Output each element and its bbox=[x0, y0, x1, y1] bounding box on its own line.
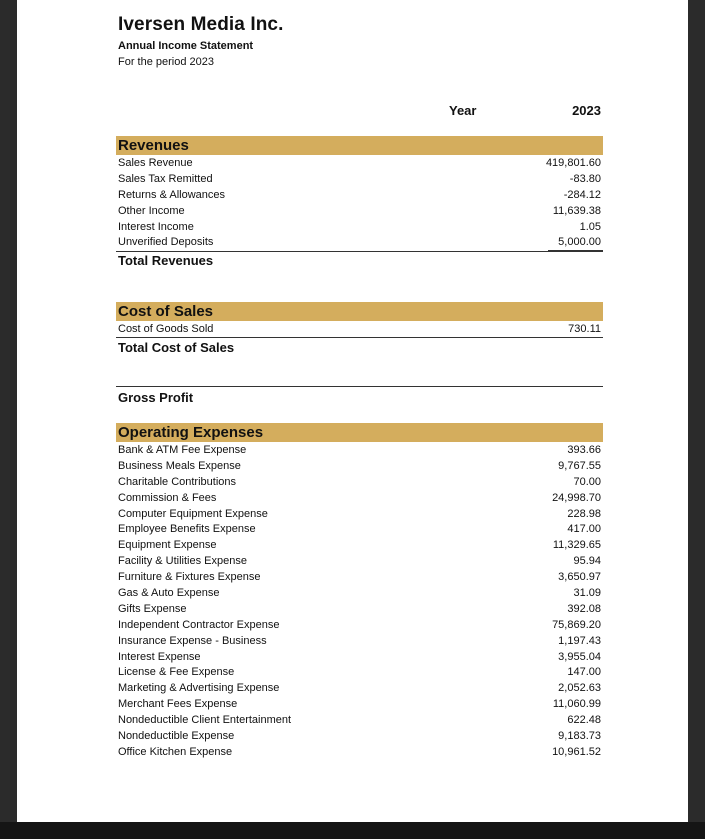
line-item-row bbox=[116, 570, 603, 586]
line-item-value: 1,197.43 bbox=[558, 634, 601, 647]
line-item-row bbox=[116, 586, 603, 602]
line-item-row bbox=[116, 220, 603, 236]
line-item-row bbox=[116, 322, 603, 338]
line-item-label: Office Kitchen Expense bbox=[118, 745, 233, 758]
line-item-value: 417.00 bbox=[567, 523, 601, 536]
line-item-value: 419,801.60 bbox=[545, 157, 601, 169]
line-item-row bbox=[116, 491, 603, 507]
line-item-row bbox=[116, 650, 603, 666]
line-item-value: 5,000.00 bbox=[558, 236, 601, 249]
line-item-label: Nondeductible Client Entertainment bbox=[118, 714, 292, 727]
line-item-row bbox=[116, 602, 603, 618]
line-item-value: 147.00 bbox=[567, 666, 601, 679]
operating-expenses-title: Operating Expenses bbox=[118, 424, 264, 441]
total-revenues-label: Total Revenues bbox=[118, 253, 214, 268]
line-item-value: 393.66 bbox=[567, 444, 601, 456]
line-item-value: 622.48 bbox=[567, 714, 601, 727]
line-item-value: 10,961.52 bbox=[552, 745, 601, 758]
line-item-value: 228.98 bbox=[567, 507, 601, 520]
line-item-row bbox=[116, 634, 603, 650]
statement-page bbox=[17, 0, 688, 822]
line-item-row bbox=[116, 172, 603, 188]
line-item-label: Marketing & Advertising Expense bbox=[118, 682, 280, 695]
line-item-value: 95.94 bbox=[573, 555, 601, 568]
operating-expenses-section-header bbox=[116, 423, 603, 442]
line-item-value: 1.05 bbox=[579, 220, 601, 233]
statement-title: Annual Income Statement bbox=[118, 40, 254, 52]
line-item-row bbox=[116, 522, 603, 538]
line-item-row bbox=[116, 729, 603, 745]
gross-profit-label: Gross Profit bbox=[118, 390, 194, 405]
line-item-row bbox=[116, 188, 603, 204]
line-item-row bbox=[116, 235, 603, 251]
line-item-label: Returns & Allowances bbox=[118, 188, 225, 201]
line-item-label: Independent Contractor Expense bbox=[118, 618, 280, 631]
line-item-label: License & Fee Expense bbox=[118, 666, 235, 679]
line-item-value: 2,052.63 bbox=[558, 682, 601, 695]
line-item-label: Furniture & Fixtures Expense bbox=[118, 571, 261, 584]
line-item-label: Computer Equipment Expense bbox=[118, 507, 268, 520]
line-item-label: Gas & Auto Expense bbox=[118, 587, 220, 600]
line-item-label: Unverified Deposits bbox=[118, 236, 214, 249]
column-header-2023: 2023 bbox=[572, 103, 601, 118]
line-item-label: Commission & Fees bbox=[118, 491, 217, 504]
gross-profit-rule bbox=[116, 386, 603, 387]
line-item-value: 11,639.38 bbox=[552, 204, 601, 217]
revenues-title: Revenues bbox=[118, 137, 189, 154]
line-item-label: Charitable Contributions bbox=[118, 475, 237, 488]
line-item-label: Insurance Expense - Business bbox=[118, 634, 267, 647]
line-item-row bbox=[116, 618, 603, 634]
line-item-label: Employee Benefits Expense bbox=[118, 523, 256, 536]
line-item-row bbox=[116, 697, 603, 713]
line-item-value: 70.00 bbox=[573, 475, 601, 488]
line-item-row bbox=[116, 665, 603, 681]
line-item-value: 9,767.55 bbox=[558, 459, 601, 472]
column-header-year: Year bbox=[449, 103, 477, 118]
line-item-value: -83.80 bbox=[569, 172, 601, 185]
total-cost-of-sales-label: Total Cost of Sales bbox=[118, 340, 235, 355]
line-item-value: 730.11 bbox=[568, 323, 601, 335]
cost-of-sales-total-rule bbox=[116, 337, 603, 338]
statement-period: For the period 2023 bbox=[118, 56, 215, 68]
line-item-label: Equipment Expense bbox=[118, 539, 217, 552]
line-item-label: Bank & ATM Fee Expense bbox=[118, 444, 247, 456]
revenues-rows bbox=[116, 156, 603, 251]
line-item-label: Gifts Expense bbox=[118, 602, 187, 615]
line-item-label: Other Income bbox=[118, 204, 185, 217]
line-item-label: Interest Expense bbox=[118, 650, 201, 663]
line-item-value: 3,955.04 bbox=[558, 650, 601, 663]
cost-of-sales-section-header bbox=[116, 302, 603, 321]
line-item-value: 3,650.97 bbox=[558, 571, 601, 584]
line-item-row bbox=[116, 554, 603, 570]
line-item-label: Nondeductible Expense bbox=[118, 730, 235, 743]
line-item-row bbox=[116, 745, 603, 761]
line-item-value: 24,998.70 bbox=[552, 491, 601, 504]
line-item-label: Merchant Fees Expense bbox=[118, 698, 238, 711]
line-item-label: Facility & Utilities Expense bbox=[118, 555, 247, 568]
cost-of-sales-rows bbox=[116, 322, 603, 338]
line-item-value: 392.08 bbox=[567, 602, 601, 615]
line-item-row bbox=[116, 713, 603, 729]
line-item-row bbox=[116, 507, 603, 523]
line-item-row bbox=[116, 443, 603, 459]
company-name: Iversen Media Inc. bbox=[118, 14, 284, 35]
line-item-label: Business Meals Expense bbox=[118, 459, 241, 472]
line-item-label: Cost of Goods Sold bbox=[118, 323, 214, 335]
line-item-value: 9,183.73 bbox=[558, 730, 601, 743]
line-item-row bbox=[116, 459, 603, 475]
line-item-value: 31.09 bbox=[573, 587, 601, 600]
line-item-value: -284.12 bbox=[563, 188, 601, 201]
line-item-label: Sales Tax Remitted bbox=[118, 172, 213, 185]
cost-of-sales-title: Cost of Sales bbox=[118, 303, 214, 320]
line-item-row bbox=[116, 204, 603, 220]
line-item-row bbox=[116, 681, 603, 697]
line-item-row bbox=[116, 475, 603, 491]
line-item-value: 11,060.99 bbox=[552, 698, 601, 711]
line-item-row bbox=[116, 538, 603, 554]
line-item-label: Sales Revenue bbox=[118, 157, 193, 169]
line-item-value: 11,329.65 bbox=[552, 539, 601, 552]
operating-expenses-rows bbox=[116, 443, 603, 761]
viewer-bottom-bar bbox=[0, 822, 705, 839]
revenues-section-header bbox=[116, 136, 603, 155]
line-item-label: Interest Income bbox=[118, 220, 194, 233]
line-item-row bbox=[116, 156, 603, 172]
line-item-value: 75,869.20 bbox=[552, 618, 601, 631]
revenues-total-rule bbox=[116, 251, 603, 252]
